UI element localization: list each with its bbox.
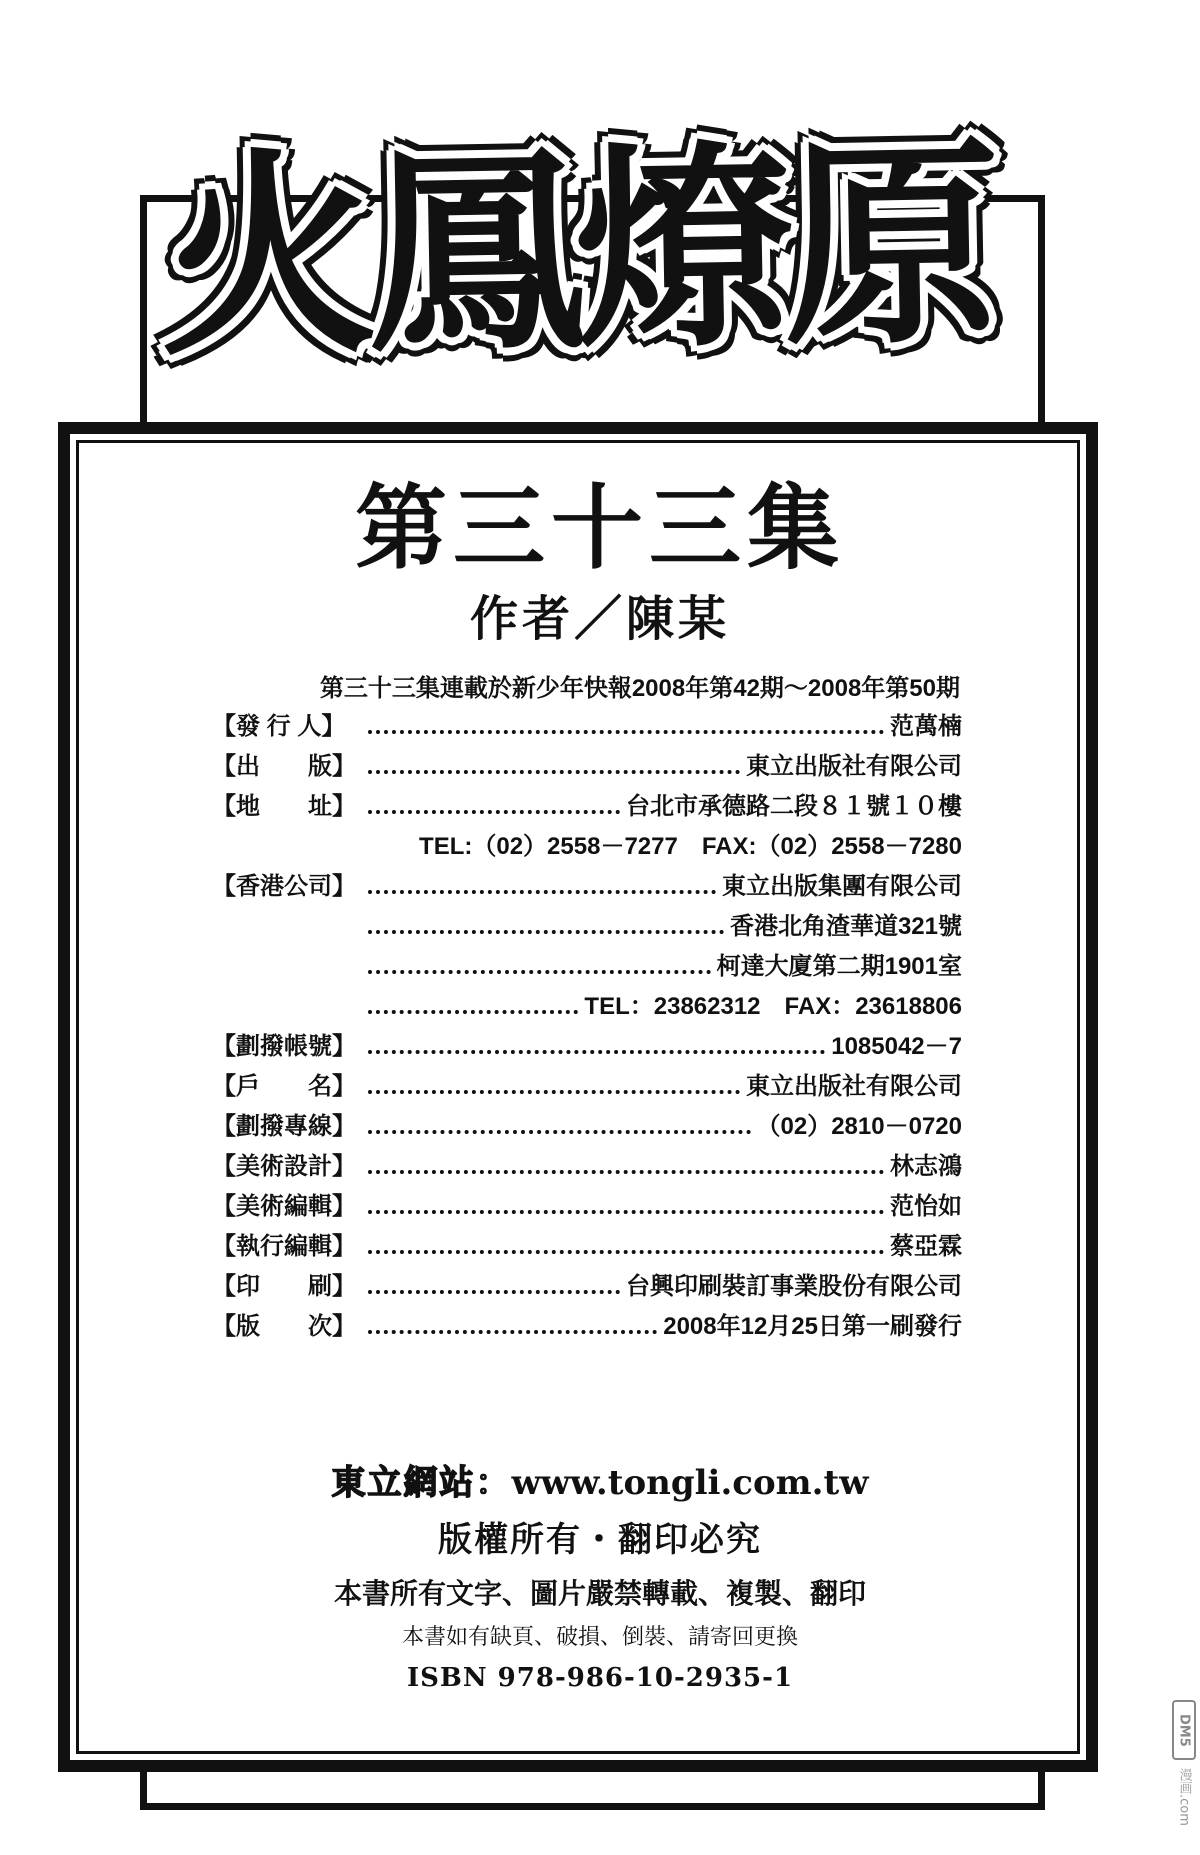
credit-value: 1085042－7 (831, 1033, 962, 1060)
leader-dots (368, 1210, 884, 1214)
credit-label: 【版 次】 (212, 1313, 356, 1340)
credit-label: 【印 刷】 (212, 1273, 356, 1300)
credit-row (212, 1306, 962, 1346)
leader-dots (368, 970, 711, 974)
leader-dots (368, 1330, 657, 1334)
watermark-site: 漫画.com (1176, 1768, 1192, 1826)
credit-value: 范萬楠 (890, 713, 962, 740)
leader-dots (368, 810, 620, 814)
credit-row (212, 1066, 962, 1106)
credit-value: TEL:（02）2558－7277 FAX:（02）2558－7280 (419, 833, 962, 860)
credit-value: 蔡亞霖 (890, 1233, 962, 1260)
credit-label: 【發 行 人】 (212, 713, 346, 740)
credit-row (212, 1266, 962, 1306)
credits-list (212, 706, 962, 1346)
credit-label: 【執行編輯】 (212, 1233, 356, 1260)
credit-row (212, 1186, 962, 1226)
credit-row (212, 1106, 962, 1146)
website-label: 東立網站： (331, 1463, 512, 1503)
credit-value: 東立出版集團有限公司 (722, 873, 962, 900)
watermark (1170, 1700, 1198, 1850)
watermark-logo (1172, 1700, 1196, 1760)
leader-dots (368, 1090, 740, 1094)
watermark-logo-text: DM5 (1176, 1713, 1192, 1747)
credit-value: 東立出版社有限公司 (746, 753, 962, 780)
credit-label: 【美術設計】 (212, 1153, 356, 1180)
website-url: www.tongli.com.tw (511, 1463, 869, 1503)
credit-value: 香港北角渣華道321號 (729, 913, 962, 940)
credit-row (212, 1146, 962, 1186)
credit-row (212, 906, 962, 946)
credit-row (212, 946, 962, 986)
credit-row (212, 1026, 962, 1066)
leader-dots (368, 890, 716, 894)
credit-row (212, 746, 962, 786)
credit-label: 【劃撥帳號】 (212, 1033, 356, 1060)
credit-row (212, 786, 962, 826)
credit-value: 林志鴻 (890, 1153, 962, 1180)
credit-label: 【出 版】 (212, 753, 356, 780)
credit-row (212, 706, 962, 746)
credit-value: 2008年12月25日第一刷發行 (663, 1313, 962, 1340)
credit-row (212, 866, 962, 906)
leader-dots (368, 1250, 884, 1254)
credit-label: 【戶 名】 (212, 1073, 356, 1100)
credit-value: 柯達大廈第二期1901室 (716, 953, 962, 980)
credit-value: 台北市承德路二段８１號１０樓 (626, 793, 962, 820)
leader-dots (368, 770, 740, 774)
leader-dots (368, 1010, 578, 1014)
leader-dots (368, 1170, 884, 1174)
serial-note: 第三十三集連載於新少年快報2008年第42期～2008年第50期 (319, 675, 960, 702)
credit-value: 東立出版社有限公司 (746, 1073, 962, 1100)
credit-label: 【劃撥專線】 (212, 1113, 356, 1140)
copyright-line: 版權所有・翻印必究 (438, 1520, 762, 1560)
defect-notice: 本書如有缺頁、破損、倒裝、請寄回更換 (401, 1624, 798, 1649)
isbn: ISBN 978-986-10-2935-1 (406, 1663, 794, 1693)
author-line: 作者／陳某 (469, 591, 730, 647)
leader-dots (368, 1290, 620, 1294)
credit-value: TEL：23862312 FAX：23618806 (584, 993, 962, 1020)
leader-dots (368, 1050, 825, 1054)
credit-row (212, 986, 962, 1026)
leader-dots (368, 730, 884, 734)
volume-title: 第三十三集 (354, 474, 845, 582)
credit-value: 范怡如 (890, 1193, 962, 1220)
credit-row (212, 826, 962, 866)
credit-label: 【美術編輯】 (212, 1193, 356, 1220)
reproduction-notice: 本書所有文字、圖片嚴禁轉載、複製、翻印 (333, 1577, 866, 1610)
credit-label: 【地 址】 (212, 793, 356, 820)
leader-dots (368, 1130, 751, 1134)
credit-value: 台興印刷裝訂事業股份有限公司 (626, 1273, 962, 1300)
series-title: 火鳳燎原 (156, 118, 994, 387)
series-title-logo (140, 88, 1010, 418)
credit-value: （02）2810－0720 (756, 1113, 962, 1140)
credit-row (212, 1226, 962, 1266)
leader-dots (368, 930, 724, 934)
credit-label: 【香港公司】 (212, 873, 356, 900)
website-line (0, 1455, 1200, 1504)
